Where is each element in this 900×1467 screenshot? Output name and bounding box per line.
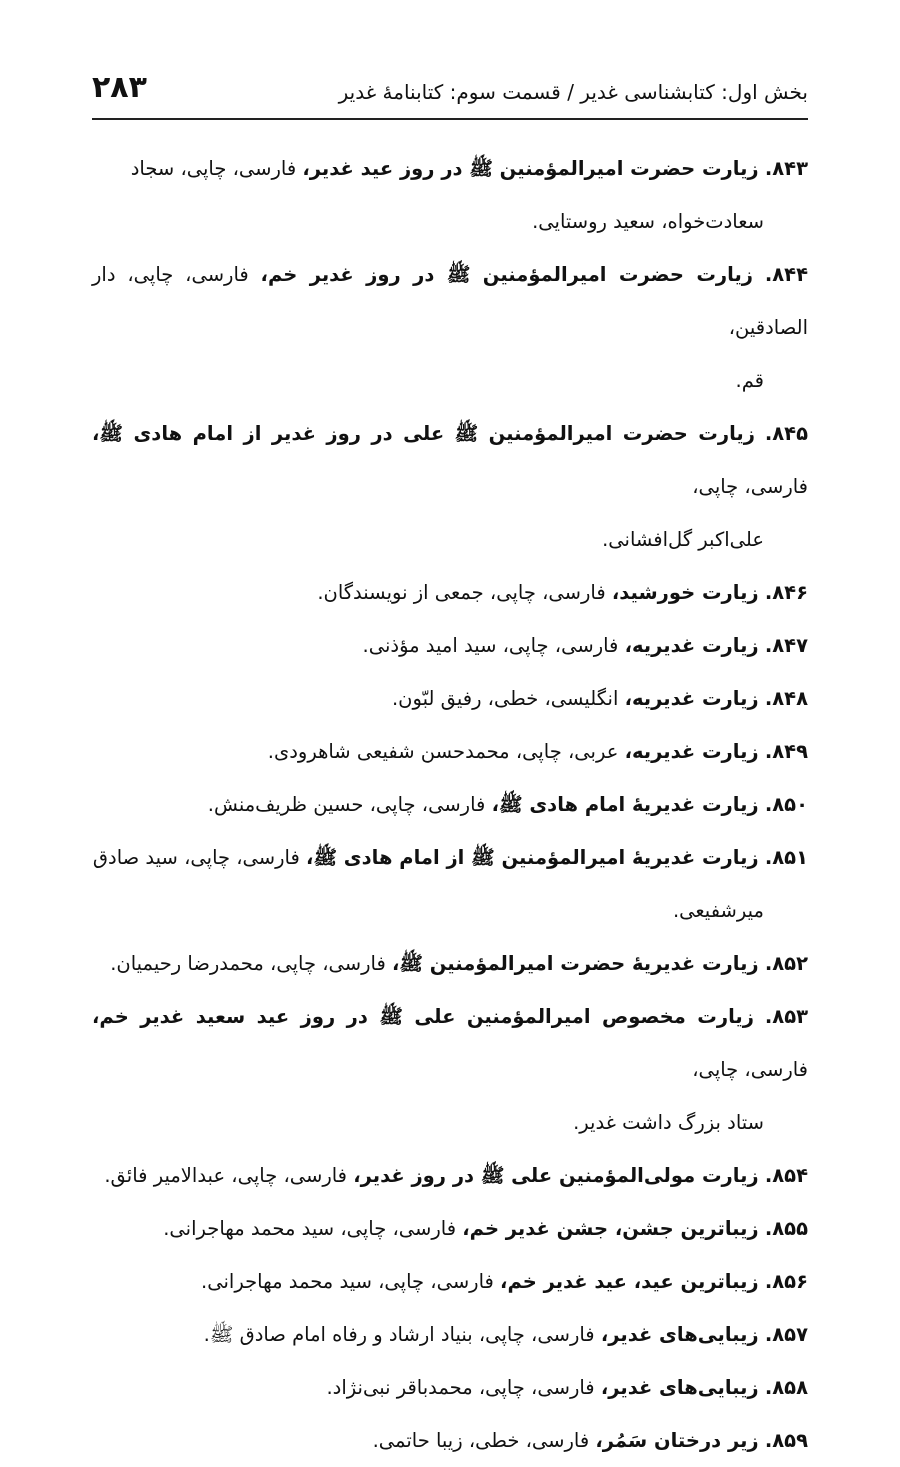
header-title: بخش اول: کتابشناسی غدیر / قسمت سوم: کتابنامۀ غدیر [338,80,808,104]
entry-details: فارسی، چاپی، سجاد [130,157,303,180]
entry-title: زیارت مخصوص امیرالمؤمنین علی ﷺ در روز عید سعید غدیر خم، [92,1005,754,1028]
entry-843 [92,142,808,248]
entry-details: انگلیسی، خطی، رفیق لبّون. [391,687,625,710]
entry-851 [92,831,808,937]
entry-859 [92,1414,808,1467]
entry-number: ۸۵۳. [764,1005,809,1028]
entry-title: زیارت غدیریه، [624,634,759,657]
entry-details: فارسی، چاپی، [692,1058,808,1081]
entry-details: فارسی، چاپی، محمدرضا رحیمیان. [110,952,392,975]
entry-continuation: سعادت‌خواه، سعید روستایی. [532,210,764,233]
entry-details: فارسی، چاپی، حسین ظریف‌منش. [207,793,492,816]
entry-details: فارسی، چاپی، بنیاد ارشاد و رفاه امام صادق ﷺ. [203,1323,601,1346]
entry-details: فارسی، چاپی، سید محمد مهاجرانی. [201,1270,501,1293]
entry-850 [92,778,808,831]
entry-continuation: میرشفیعی. [672,899,764,922]
entry-number: ۸۴۶. [764,581,808,604]
entry-continuation: علی‌اکبر گل‌افشانی. [602,528,764,551]
entry-details: فارسی، چاپی، سید صادق [92,846,307,869]
entry-title: زیارت غدیریۀ حضرت امیرالمؤمنین ﷺ، [391,952,759,975]
entry-title: زیارت حضرت امیرالمؤمنین ﷺ در روز غدیر خم، [260,263,754,286]
entry-title: زیارت غدیریۀ امام هادی ﷺ، [491,793,759,816]
entry-852 [92,937,808,990]
entry-title: زیارت خورشید، [611,581,759,604]
entry-845 [92,407,808,566]
entry-details: فارسی، چاپی، [692,475,808,498]
running-header [92,60,808,120]
entry-854 [92,1149,808,1202]
entry-details: فارسی، چاپی، سید محمد مهاجرانی. [163,1217,463,1240]
entry-details: فارسی، چاپی، دار الصادقین، [92,263,808,339]
entry-title: زیر درختان سَمُر، [595,1429,759,1452]
entry-848 [92,672,808,725]
entry-number: ۸۴۴. [764,263,808,286]
entry-number: ۸۵۰. [764,793,808,816]
entry-continuation: قم. [735,369,764,392]
entry-853 [92,990,808,1149]
entry-858 [92,1361,808,1414]
entry-details: فارسی، چاپی، سید امید مؤذنی. [362,634,625,657]
entry-856 [92,1255,808,1308]
entry-number: ۸۵۶. [764,1270,808,1293]
entry-title: زیبایی‌های غدیر، [600,1323,759,1346]
entry-number: ۸۴۷. [764,634,808,657]
entry-number: ۸۵۸. [764,1376,808,1399]
entry-857 [92,1308,808,1361]
entry-855 [92,1202,808,1255]
entry-title: زیارت حضرت امیرالمؤمنین ﷺ در روز عید غدیر، [302,157,759,180]
entry-number: ۸۴۳. [764,157,808,180]
entry-details: فارسی، چاپی، جمعی از نویسندگان. [317,581,612,604]
page-number: ۲۸۳ [92,70,147,105]
entry-title: زیارت غدیریه، [624,740,759,763]
entry-title: زیبایی‌های غدیر، [600,1376,759,1399]
entry-continuation: ستاد بزرگ داشت غدیر. [573,1111,764,1134]
entry-title: زیباترین جشن، جشن غدیر خم، [462,1217,759,1240]
entry-844 [92,248,808,407]
bibliography-list [92,142,808,1467]
entry-number: ۸۵۱. [764,846,808,869]
entry-details: فارسی، خطی، زیبا حاتمی. [372,1429,596,1452]
entry-number: ۸۵۴. [764,1164,808,1187]
entry-details: فارسی، چاپی، عبدالامیر فائق. [104,1164,354,1187]
entry-846 [92,566,808,619]
entry-number: ۸۴۹. [764,740,808,763]
entry-title: زیارت مولی‌المؤمنین علی ﷺ در روز غدیر، [353,1164,759,1187]
entry-number: ۸۵۷. [764,1323,808,1346]
entry-details: عربی، چاپی، محمدحسن شفیعی شاهرودی. [267,740,625,763]
entry-title: زیارت حضرت امیرالمؤمنین ﷺ علی در روز غدیر از امام هادی ﷺ، [92,422,755,445]
entry-details: فارسی، چاپی، محمدباقر نبی‌نژاد. [326,1376,601,1399]
entry-title: زیارت غدیریۀ امیرالمؤمنین ﷺ از امام هادی ﷺ، [306,846,759,869]
entry-number: ۸۵۵. [764,1217,808,1240]
entry-title: زیباترین عید، عید غدیر خم، [500,1270,759,1293]
entry-number: ۸۵۹. [764,1429,808,1452]
entry-849 [92,725,808,778]
entry-847 [92,619,808,672]
entry-title: زیارت غدیریه، [624,687,759,710]
entry-number: ۸۴۸. [764,687,808,710]
entry-number: ۸۵۲. [764,952,808,975]
entry-number: ۸۴۵. [764,422,808,445]
